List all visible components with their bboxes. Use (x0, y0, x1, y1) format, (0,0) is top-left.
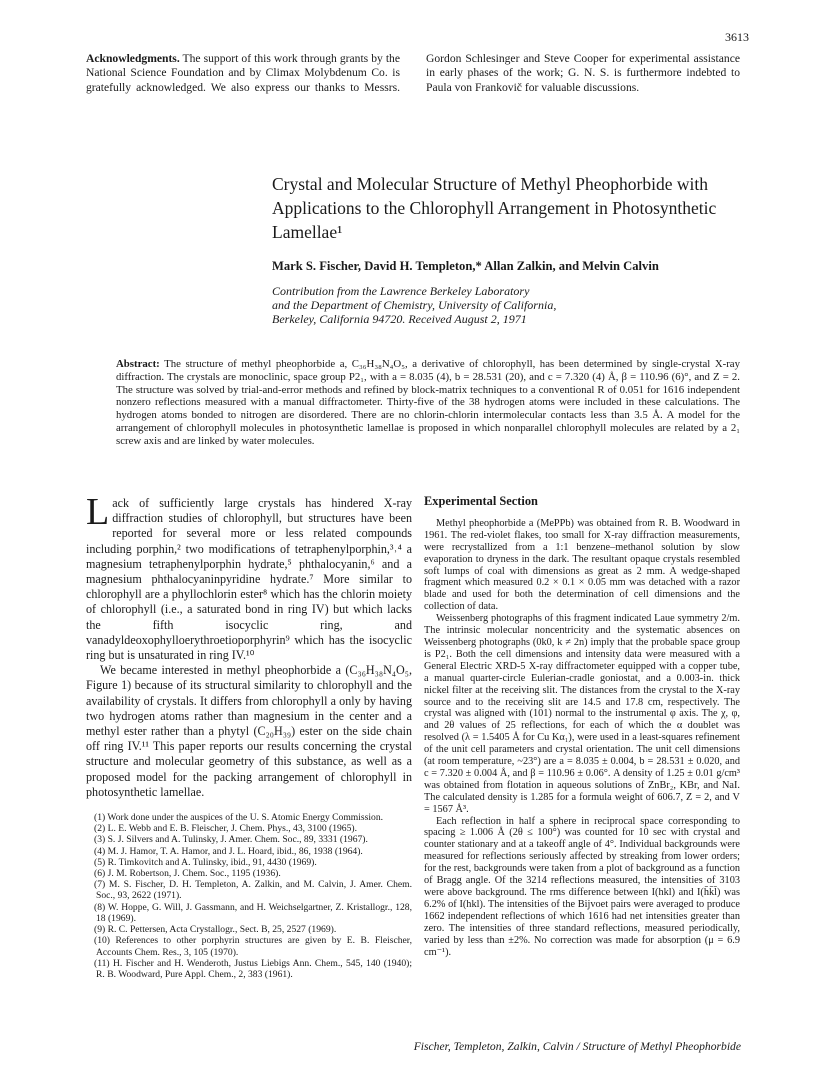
acknowledgments (86, 52, 740, 95)
abstract-text: The structure of methyl pheophorbide a, C₃₆H₃₈N₄O₅, a derivative of chlorophyll, has been determined by single-crystal X-ray diffraction. The crystals are monoclinic, space group P2₁, with a = 8.035 (4), b = 28.531 (20), and c = 7.320 (4) Å, β = 110.96 (6)°, and Z = 2. The structure was solved by trial-and-error methods and refined by block-matrix techniques to a conventional R of 0.051 for 1616 independent nonzero reflections measured with a manual diffractometer. Thirty-five of the 38 hydrogen atoms were included in these calculations. The hydrogen atoms bonded to nitrogen are disordered. There are no chlorin-chlorin intermolecular contacts less than 3.5 Å. A model for the arrangement of chlorophyll molecules in photosynthetic lamellae is proposed in which nonparallel chlorophyll molecules are related by a 2₁ screw axis and are linked by water molecules. (116, 358, 740, 447)
intro-paragraph-2: We became interested in methyl pheophorbide a (C₃₆H₃₈N₄O₅, Figure 1) because of its structural similarity to chlorophyll and the availability of crystals. It differs from chlorophyll a only by having two hydrogen atoms rather than magnesium in the center and a methyl ester rather than a phytyl (C₂₀H₃₉) ester on the side chain off ring IV.¹¹ This paper reports our results concerning the crystal structure and molecular geometry of this substance, as well as a proposed model for the packing arrangement of chlorophyll in photosynthetic lamellae. (86, 663, 412, 799)
abstract (116, 358, 740, 448)
footnote: (6) J. M. Robertson, J. Chem. Soc., 1195 (1936). (94, 868, 281, 880)
article-authors: Mark S. Fischer, David H. Templeton,* Allan Zalkin, and Melvin Calvin (272, 259, 659, 273)
drop-cap: L (86, 491, 110, 533)
intro-paragraph-1 (86, 491, 412, 663)
footnote: (1) Work done under the auspices of the U. S. Atomic Energy Commission. (94, 812, 384, 824)
experimental-paragraph-3: Each reflection in half a sphere in reciprocal space corresponding to spacing ≥ 1.006 Å (2θ ≤ 100°) was counted for 10 sec with crystal and counter stationary and at a takeoff angle of 4°. Individual backgrounds were measured for reflections seriously affected by streaking from lower orders; for the rest, backgrounds were taken from a plot of background as a function of Bragg angle. Of the 3214 reflections measured, the intensities of 3103 were above background. The rms difference between I(hkl) and I(h̄k̄l̄) was 6.2% of I(hkl). The intensities of the Bijvoet pairs were averaged to produce 1662 independent reflections of which 1616 had net intensities greater than zero. The intensities of three standard reflections, measured periodically, varied by less than ±2%. No correction was made for absorption (μ = 6.9 cm⁻¹). (424, 815, 740, 958)
introduction-column (86, 491, 412, 980)
footnote: (7) M. S. Fischer, D. H. Templeton, A. Zalkin, and M. Calvin, J. Amer. Chem. Soc., 93, 2622 (1971). (94, 879, 412, 902)
contribution-line: and the Department of Chemistry, University of California, (272, 298, 557, 312)
article-title: Crystal and Molecular Structure of Methyl Pheophorbide with Applications to the Chlorophyll Arrangement in Photosynthetic Lamellae¹ (272, 174, 717, 242)
intro-paragraph-1-text: ack of sufficiently large crystals has hindered X-ray diffraction studies of chlorophyll, but structures have been reported for several more or less related compounds including porphin,² two modifications of tetraphenylporphin,³˒⁴ a magnesium tetraphenylporphin hydrate,⁵ phthalocyanin,⁶ and a magnesium phthalocyaninpyridine hydrate.⁷ More similar to chlorophyll are a phyllochlorin ester⁸ which has the chlorin moiety of chlorophyll (i.e., a saturated bond in ring IV) but which lacks the fifth isocyclic ring, and vanadyldeoxophylloerythroetioporphyrin⁹ which has the isocyclic ring but is unsaturated in ring IV.¹⁰ (86, 496, 412, 663)
contribution-block (272, 284, 772, 326)
footnotes (86, 812, 412, 980)
contribution-line: Contribution from the Lawrence Berkeley Laboratory (272, 284, 530, 298)
footnote: (10) References to other porphyrin structures are given by E. B. Fleischer, Accounts Chem. Res., 3, 105 (1970). (94, 935, 412, 958)
footnote: (5) R. Timkovitch and A. Tulinsky, ibid., 91, 4430 (1969). (94, 856, 317, 868)
page-number: 3613 (725, 30, 749, 44)
footnote: (8) W. Hoppe, G. Will, J. Gassmann, and H. Weichselgartner, Z. Kristallogr., 128, 18 (1969). (94, 901, 412, 924)
footnote: (3) S. J. Silvers and A. Tulinsky, J. Amer. Chem. Soc., 89, 3331 (1967). (94, 834, 368, 846)
contribution-line: Berkeley, California 94720. Received August 2, 1971 (272, 312, 527, 326)
abstract-label: Abstract: (116, 358, 160, 370)
footnote: (2) L. E. Webb and E. B. Fleischer, J. Chem. Phys., 43, 3100 (1965). (94, 823, 357, 835)
running-footer: Fischer, Templeton, Zalkin, Calvin / Structure of Methyl Pheophorbide (413, 1040, 741, 1053)
footnote: (4) M. J. Hamor, T. A. Hamor, and J. L. Hoard, ibid., 86, 1938 (1964). (94, 845, 363, 857)
experimental-column (424, 496, 740, 958)
experimental-paragraph-2: Weissenberg photographs of this fragment indicated Laue symmetry 2/m. The intrinsic molecular noncentricity and the systematic absences on Weissenberg photographs (0k0, k ≠ 2n) imply that the probable space group is P2₁. Both the cell dimensions and intensity data were measured with a General Electric XRD-5 X-ray diffractometer equipped with a copper tube, a manual quarter-circle Eulerian-cradle goniostat, and a 0.003-in. thick nickel filter at the receiving slit. The distances from the crystal to the X-ray source and to the receiving slit are 14.5 and 17.8 cm, respectively. The crystal was aligned with (101) normal to the instrumental φ axis. The χ, φ, and 2θ values of 25 reflections, for each of which the α doublet was resolved (λ = 1.5405 Å for Cu Kα₁), were used in a least-squares refinement of the unit cell parameters and crystal orientation. The unit cell dimensions (at room temperature, ~23°) are a = 8.035 ± 0.004, b = 28.531 ± 0.020, and c = 7.320 ± 0.004 Å, and β = 110.96 ± 0.06°. A density of 1.25 ± 0.01 g/cm³ was obtained from flotation in aqueous solutions of ZnBr₂, KBr, and NaI. The calculated density is 1.285 for a formula weight of 606.7, Z = 2, and V = 1567 Å³. (424, 613, 740, 815)
footnote: (11) H. Fischer and H. Wenderoth, Justus Liebigs Ann. Chem., 545, 140 (1940); R. B. Woodward, Pure Appl. Chem., 2, 383 (1961). (94, 957, 412, 980)
acknowledgments-text: The support of this work through grants by the National Science Foundation and by Climax Molybdenum Co. is gratefully acknowledged. We also express our thanks to Messrs. Gordon Schlesinger and Steve Cooper for experimental assistance in early phases of the work; G. N. S. is furthermore indebted to Paula von Frankovič for valuable discussions. (86, 52, 740, 94)
experimental-heading: Experimental Section (424, 494, 538, 508)
acknowledgments-heading: Acknowledgments. (86, 52, 180, 65)
experimental-paragraph-1: Methyl pheophorbide a (MePPb) was obtained from R. B. Woodward in 1961. The red-violet flakes, too small for X-ray diffraction measurements, were recrystallized from a 1:1 benzene–methanol solution by slow evaporation to dryness in the dark. The resultant opaque crystals resembled soft lumps of coal with dimensions as great as 2 mm. A wedge-shaped fragment which measured 0.2 × 0.1 × 0.05 mm was detached with a razor blade and used for both the determination of cell dimensions and the collection of data. (424, 517, 740, 613)
footnote: (9) R. C. Pettersen, Acta Crystallogr., Sect. B, 25, 2527 (1969). (94, 924, 337, 936)
